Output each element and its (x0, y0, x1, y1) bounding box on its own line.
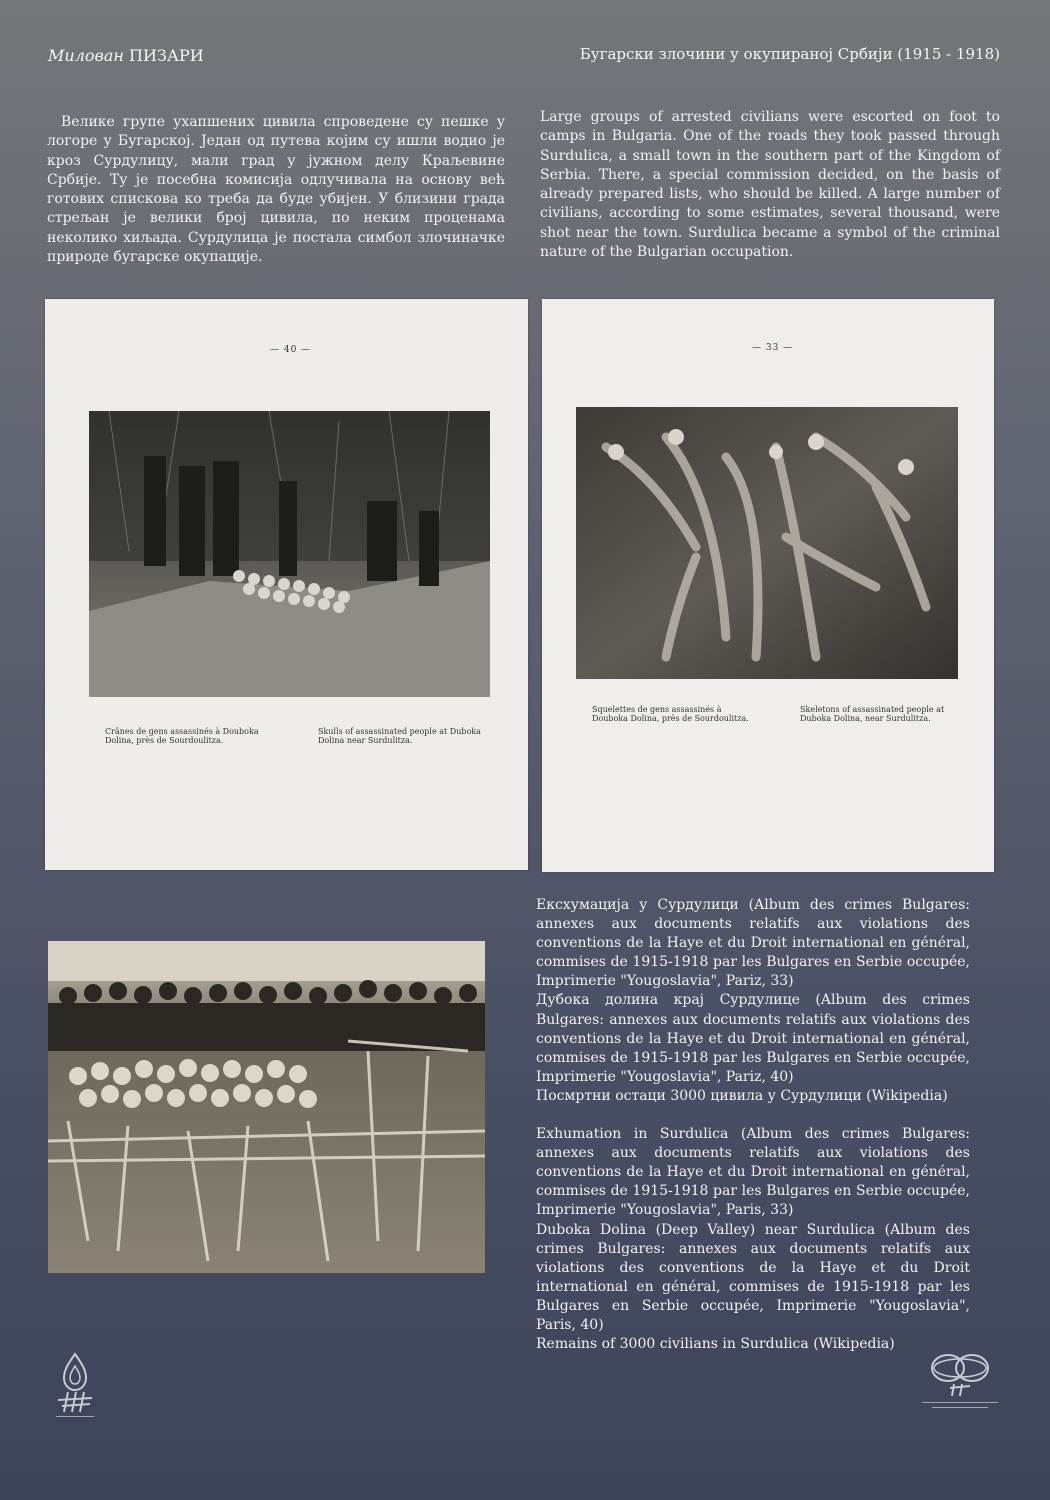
plate-page-number: — 33 — (752, 343, 794, 353)
skulls-photo (89, 411, 490, 697)
author-last-name: ПИЗАРИ (129, 46, 204, 65)
intro-english: Large groups of arrested civilians were escorted on foot to camps in Bulgaria. One of the roads they took passed through Surdulica, a small town in the southern part of the Kingdom of Serbia. There, a special commission decided, on the basis of already prepared lists, who should be killed. A large number of civilians, according to some estimates, several thousand, were shot near the town. Surdulica became a symbol of the criminal nature of the Bulgarian occupation. (540, 109, 1000, 261)
plate-page-number: — 40 — (270, 345, 312, 355)
plate-caption-english: Skeletons of assassinated people at Duboka Dolina, near Surdulitza. (800, 705, 945, 723)
plate-caption-french: Squelettes de gens assassinés à Douboka Dolina, près de Sourdoulitza. (592, 705, 749, 723)
caption-sr-exhumation: Ексхумација у Сурдулици (Album des crimes Bulgares: annexes aux documents relatifs aux violations des conventions de la Haye et du Droit international en général, commises de 1915-1918 par les Bulgares en Serbie occupée, Imprimerie "Yougoslavia", Pariz, 33) (536, 897, 970, 990)
plate-caption-english: Skulls of assassinated people at Duboka Dolina near Surdulitza. (318, 727, 481, 745)
intro-serbian: Велике групе ухапшених цивила спроведене су пешке у логоре у Бугарској. Један од путева којим су ишли водио је кроз Сурдулицу, мали град у јужном делу Краљевине Србије. Ту је посебна комисија одлучивала на основу већ готових спискова ко треба да буде убијен. У близини града стрељан је велики број цивила, по неким проценама неколико хиљада. Сурдулица је постала симбол злочиначке природе бугарске окупације. (47, 114, 505, 266)
skulls-photo-image (89, 411, 490, 697)
archive-plate-skulls (45, 299, 528, 870)
flame-memorial-icon (50, 1350, 100, 1420)
author-first-name: Милован (48, 46, 124, 65)
caption-en-remains: Remains of 3000 civilians in Surdulica (Wikipedia) (536, 1336, 895, 1353)
remains-photo-image (48, 941, 485, 1273)
caption-en-exhumation: Exhumation in Surdulica (Album des crimes Bulgares: annexes aux documents relatifs aux violations des conventions de la Haye et du Droit international en général, commises de 1915-1918 par les Bulgares en Serbie occupée, Imprimerie "Yougoslavia", Paris, 33) (536, 1126, 970, 1219)
author-name (48, 46, 204, 65)
skeletons-photo (576, 407, 958, 679)
remains-photo (48, 941, 485, 1273)
caption-sr-duboka-dolina: Дубока долина крај Сурдулице (Album des crimes Bulgares: annexes aux documents relatifs aux violations des conventions de la Haye et du Droit international en général, commises de 1915-1918 par les Bulgares en Serbie occupée, Imprimerie "Yougoslavia", Pariz, 40) (536, 992, 970, 1085)
skeletons-photo-image (576, 407, 958, 679)
knot-emblem-icon (918, 1350, 1002, 1412)
photo-captions (536, 896, 970, 1354)
page-title: Бугарски злочини у окупираној Србији (1915 - 1918) (579, 45, 1000, 63)
plate-caption-french: Crânes de gens assassinés à Douboka Dolina, près de Sourdoulitza. (105, 727, 259, 745)
caption-en-duboka-dolina: Duboka Dolina (Deep Valley) near Surdulica (Album des crimes Bulgares: annexes aux documents relatifs aux violations des conventions de la Haye et du Droit international en général, commises de 1915-1918 par les Bulgares en Serbie occupée, Imprimerie "Yougoslavia", Paris, 40) (536, 1221, 970, 1333)
caption-sr-remains: Посмртни остаци 3000 цивила у Сурдулици (Wikipedia) (536, 1087, 948, 1104)
archive-plate-skeletons (542, 299, 994, 872)
